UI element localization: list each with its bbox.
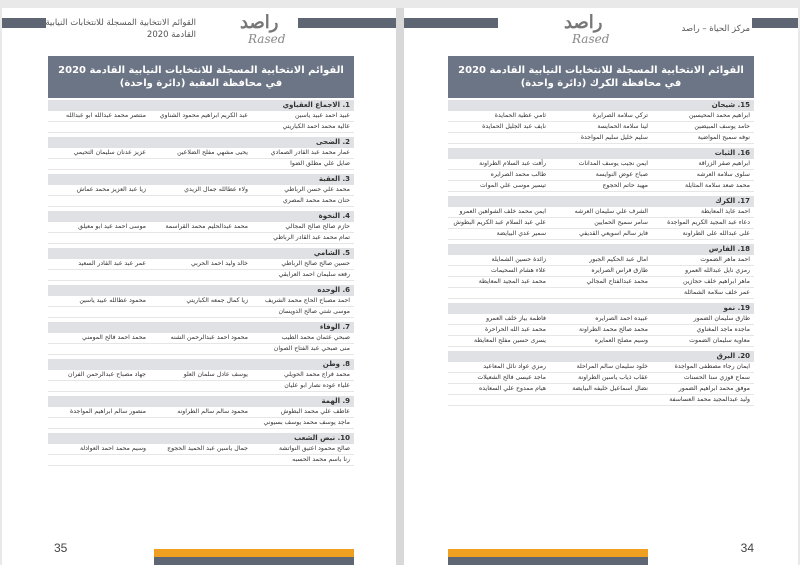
candidate-name: وسيم محمد احمد العوادلة xyxy=(79,445,146,452)
list-name: 2. الضحى xyxy=(48,137,354,148)
candidate-name: خالد وليد احمد الحربي xyxy=(191,260,248,267)
list-name: 7. الوفاء xyxy=(48,322,354,333)
header-title: القوائم الانتخابية المسجلة للانتخابات النيابية xyxy=(45,18,196,28)
electoral-list-section xyxy=(48,100,354,133)
rased-logo-ar: راصد xyxy=(240,12,279,33)
table-row xyxy=(48,407,354,418)
candidate-name: محمد صعد سلامة المثايلة xyxy=(684,182,750,189)
header-bar xyxy=(2,18,46,28)
candidate-name: رمزي نايل عبدالله العمرو xyxy=(685,267,750,274)
candidate-name xyxy=(448,395,550,405)
candidate-name xyxy=(150,270,252,280)
footer-accent-bar xyxy=(154,549,354,557)
candidate-name: صباح عوض النوايسة xyxy=(595,171,648,178)
candidate-name: محمد عبد الله الحراحرة xyxy=(484,326,546,333)
candidate-name: نوفه سميح المواضية xyxy=(697,134,750,141)
header-bar-left xyxy=(404,18,498,28)
candidate-name: عبيد احمد عبيد ياسين xyxy=(295,112,350,119)
table-row xyxy=(48,370,354,381)
table-row xyxy=(448,325,754,336)
candidate-name: حسين صالح صالح الرباطي xyxy=(281,260,350,267)
electoral-list-section xyxy=(448,148,754,192)
table-row xyxy=(448,314,754,325)
page-35 xyxy=(2,8,396,565)
candidate-name xyxy=(48,159,150,169)
candidate-name: حنان محمد محمد المصري xyxy=(282,197,350,204)
list-name: 20. البرق xyxy=(448,351,754,362)
candidate-name xyxy=(150,196,252,206)
candidate-name xyxy=(448,133,550,143)
table-row xyxy=(48,307,354,318)
list-name: 9. الهمة xyxy=(48,396,354,407)
table-row xyxy=(448,255,754,266)
candidate-name: فايز سالم اسويعي القديفي xyxy=(579,230,648,237)
candidate-name: محمود عطالله عبيد ياسين xyxy=(79,297,146,304)
electoral-list-section xyxy=(48,433,354,466)
candidate-name: عزيز عدنان سليمان التحيمي xyxy=(73,149,146,156)
candidate-name: لينا سلامة الحمايسة xyxy=(597,123,648,130)
candidate-name: عاطف علي محمد البطوش xyxy=(280,408,350,415)
candidate-name: زيا عبد العزيز محمد عماش xyxy=(76,186,146,193)
electoral-list-section xyxy=(48,248,354,281)
candidate-name: نضال اسماعيل خليفه البيايضة xyxy=(572,385,648,392)
table-row xyxy=(448,207,754,218)
table-row xyxy=(448,362,754,373)
electoral-list-section xyxy=(48,137,354,170)
electoral-list-section xyxy=(448,196,754,240)
candidate-name: وسيم مصلح العمايره xyxy=(594,337,648,344)
book-gutter xyxy=(396,8,404,565)
footer-accent-bar xyxy=(448,549,648,557)
candidate-name: موسى احمد عيد ابو معيلق xyxy=(78,223,146,230)
table-row xyxy=(448,288,754,299)
candidate-name: محمد صالح محمد الطراونة xyxy=(578,326,648,333)
candidate-name: زائدة حسين الشمايلة xyxy=(491,256,546,263)
candidate-name: رنا باسم محمد الحسبه xyxy=(292,456,350,463)
candidate-name: علاء هشام السحيمات xyxy=(491,267,546,274)
candidate-name: تيسير موسى علي الموات xyxy=(480,182,546,189)
table-row xyxy=(448,266,754,277)
page-number: 35 xyxy=(54,541,68,555)
list-name: 3. العقبة xyxy=(48,174,354,185)
table-row xyxy=(48,455,354,466)
header-breadcrumb: مركز الحياة – راصد xyxy=(681,24,750,34)
electoral-list-section xyxy=(48,396,354,429)
page-34 xyxy=(404,8,798,565)
table-row xyxy=(448,373,754,384)
candidate-name xyxy=(150,307,252,317)
page-number: 34 xyxy=(740,541,754,555)
candidate-name xyxy=(550,395,652,405)
candidate-name: محمود احمد عبدالرحمن الشنه xyxy=(170,334,248,341)
candidate-name xyxy=(150,122,252,132)
table-row xyxy=(448,229,754,240)
list-name: 17. الكرك xyxy=(448,196,754,207)
list-name: 19. نمو xyxy=(448,303,754,314)
list-name: 5. الشامي xyxy=(48,248,354,259)
electoral-list-section xyxy=(448,303,754,347)
footer-bar xyxy=(448,557,648,565)
candidate-name: ماجده ماجد المغناوي xyxy=(696,326,750,333)
electoral-list-section xyxy=(448,351,754,406)
table-row xyxy=(448,384,754,395)
candidate-name: حامد يوسف المبيضين xyxy=(694,123,750,130)
table-row xyxy=(48,344,354,355)
candidate-name: عمار محمد عبد القادر الصمادي xyxy=(270,149,350,156)
footer-bar xyxy=(154,557,354,565)
list-name: 1. الاجماع العقباوي xyxy=(48,100,354,111)
candidate-name: نايف عبد الجليل الحمايدة xyxy=(482,123,546,130)
list-name: 4. النخوة xyxy=(48,211,354,222)
table-row xyxy=(448,181,754,192)
candidate-name: طارق فراس الصرايره xyxy=(591,267,648,274)
table-row xyxy=(48,444,354,455)
candidate-name: احمد مصباح الحاج محمد الشريف xyxy=(265,297,350,304)
candidate-name xyxy=(150,159,252,169)
candidate-name: فاطمة بياز خلف العمرو xyxy=(486,315,546,322)
table-row xyxy=(48,122,354,133)
candidate-name xyxy=(48,270,150,280)
candidate-name xyxy=(150,344,252,354)
candidate-name: عبيده احمد الصرايره xyxy=(595,315,648,322)
table-row xyxy=(448,170,754,181)
electoral-list-section xyxy=(48,174,354,207)
header-bar xyxy=(752,18,798,28)
candidate-lists xyxy=(448,100,754,410)
page-title: القوائم الانتخابية المسجلة للانتخابات النيابية القادمة 2020 xyxy=(58,65,344,76)
rased-logo-en: Rased xyxy=(572,32,610,46)
candidate-name: محمد علي حسن الرباطي xyxy=(284,186,350,193)
page-subtitle: في محافظة الكرك (دائرة واحدة) xyxy=(520,78,682,89)
candidate-name: احمد عايد المعايطة xyxy=(700,208,750,215)
table-row xyxy=(48,418,354,429)
table-row xyxy=(48,159,354,170)
candidate-name xyxy=(550,288,652,298)
candidate-name: جمال ياسين عبد الحميد الحجوج xyxy=(167,445,248,452)
candidate-name: ابراهيم صقر الزراقة xyxy=(698,160,750,167)
candidate-name: حازم صالح صالح المجالي xyxy=(285,223,350,230)
candidate-name: رأفت عبد السلام الطراونة xyxy=(479,160,546,167)
table-row xyxy=(48,111,354,122)
candidate-name: منى صبحي عبد الفتاح الصوان xyxy=(273,345,350,352)
table-row xyxy=(448,336,754,347)
candidate-name xyxy=(48,122,150,132)
candidate-name: يحيى مشهي مفلح الضلاعين xyxy=(177,149,248,156)
candidate-name: موسى شتي صالح الدويسان xyxy=(278,308,350,315)
candidate-name: صالح محمود اعتيق النواتشة xyxy=(278,445,350,452)
candidate-name: عمر خلف سلامة الشمائلة xyxy=(683,289,750,296)
candidate-name: ابراهيم محمد المحيسين xyxy=(688,112,750,119)
table-row xyxy=(48,233,354,244)
candidate-name: تركي سلامة الصرايرة xyxy=(592,112,648,119)
candidate-name: سليم خليل سليم المواجدة xyxy=(580,134,648,141)
candidate-name: ايمن نجيب يوسف المدانات xyxy=(578,160,648,167)
table-row xyxy=(48,196,354,207)
candidate-name xyxy=(448,288,550,298)
candidate-name: هيام ممدوح علي السعايده xyxy=(479,385,546,392)
list-name: 15. شيحان xyxy=(448,100,754,111)
candidate-name: ايمن محمد خلف الشواهين العمرو xyxy=(459,208,546,215)
candidate-name: احمد ماهر الضموت xyxy=(700,256,750,263)
table-row xyxy=(448,133,754,144)
electoral-list-section xyxy=(48,285,354,318)
candidate-name xyxy=(48,233,150,243)
table-row xyxy=(448,122,754,133)
candidate-name: ماجد يوسف محمد يوسف بسيوني xyxy=(263,419,350,426)
candidate-name: محمد فراج محمد الحويلي xyxy=(284,371,350,378)
candidate-name: محمد عبدالفتاح المجالي xyxy=(586,278,648,285)
candidate-name: جهاد مصباح عبدالرحمن الفران xyxy=(68,371,146,378)
candidate-name: زيا كمال جمعه الكباريتي xyxy=(186,297,248,304)
electoral-list-section xyxy=(448,100,754,144)
candidate-name xyxy=(48,307,150,317)
candidate-name: ماجد عيسى فالح الشعيلات xyxy=(477,374,546,381)
table-row xyxy=(48,185,354,196)
candidate-name: يسرى حسين مفلح المعايطة xyxy=(474,337,546,344)
table-row xyxy=(448,277,754,288)
table-row xyxy=(448,218,754,229)
table-row xyxy=(448,159,754,170)
candidate-name: عبد الكريم ابراهيم محمود الشناوي xyxy=(159,112,248,119)
candidate-name: محمود سالم سالم الطراونه xyxy=(177,408,248,415)
table-row xyxy=(48,381,354,392)
candidate-name: دعاء عبد المجيد الكريم المواجدة xyxy=(667,219,750,226)
rased-logo-en: Rased xyxy=(248,32,286,46)
rased-logo-ar: راصد xyxy=(564,12,603,33)
table-row xyxy=(48,333,354,344)
candidate-name: معاوية سليمان الضموت xyxy=(689,337,750,344)
candidate-name: الشرف علي سليمان العرشه xyxy=(574,208,648,215)
list-name: 8. وطن xyxy=(48,359,354,370)
page-title: القوائم الانتخابية المسجلة للانتخابات النيابية القادمة 2020 xyxy=(458,65,744,76)
list-name: 16. الثبات xyxy=(448,148,754,159)
electoral-list-section xyxy=(48,359,354,392)
candidate-name xyxy=(150,233,252,243)
candidate-name: ايمان رجاء مصطفى المواجدة xyxy=(674,363,750,370)
list-name: 10. نبض الشعب xyxy=(48,433,354,444)
candidate-name: سماح فوزي سنا الحسنات xyxy=(683,374,750,381)
table-row xyxy=(48,222,354,233)
candidate-name: طالب محمد الصرايره xyxy=(490,171,546,178)
electoral-list-section xyxy=(48,322,354,355)
table-row xyxy=(448,111,754,122)
candidate-name: محمد عبدالحليم محمد القراسمة xyxy=(165,223,248,230)
list-name: 6. الوحده xyxy=(48,285,354,296)
candidate-name: محمد احمد فالح المومني xyxy=(82,334,146,341)
candidate-name: عمر عبد عبد القادر السعيد xyxy=(78,260,146,267)
candidate-name xyxy=(150,381,252,391)
page-subtitle: في محافظة العقبة (دائرة واحدة) xyxy=(119,78,283,89)
candidate-name xyxy=(48,196,150,206)
candidate-name: علي عبد السلام عبد الكريم البطوش xyxy=(453,219,546,226)
candidate-name xyxy=(48,418,150,428)
table-row xyxy=(48,148,354,159)
candidate-name: سامر سميح الحمايين xyxy=(594,219,648,226)
candidate-name: منصور سالم ابراهيم المواجدة xyxy=(70,408,146,415)
candidate-name: ثامي عطية الحمايدة xyxy=(494,112,546,119)
candidate-name xyxy=(150,455,252,465)
candidate-name: وليد عبدالمجيد محمد العساسفة xyxy=(669,396,750,403)
header-subtitle: القادمة 2020 xyxy=(146,30,196,40)
candidate-name: عقاب ذياب ياسين الطراونة xyxy=(578,374,648,381)
electoral-list-section xyxy=(48,211,354,244)
candidate-name: امال عبد الحكيم الجبور xyxy=(589,256,648,263)
candidate-name: صبحي عثمان محمد الطيب xyxy=(281,334,350,341)
candidate-name xyxy=(48,381,150,391)
candidate-name: سلوى سلامة العرشه xyxy=(696,171,750,178)
candidate-name: موفق محمد ابراهيم الضمور xyxy=(678,385,750,392)
candidate-name: على عبدالله على الطراونة xyxy=(682,230,750,237)
candidate-name: محمد عبد المجيد المعايطة xyxy=(478,278,546,285)
table-row xyxy=(48,270,354,281)
candidate-name xyxy=(48,455,150,465)
candidate-name: مهيد حاتم الحجوج xyxy=(602,182,648,189)
candidate-name: رفعه سليمان احمد العرايقي xyxy=(278,271,350,278)
candidate-name: ولاء عطالله جمال الزيدي xyxy=(184,186,248,193)
candidate-name: تمام محمد عبد القادر الرباطي xyxy=(273,234,350,241)
candidate-name: خلود سليمان سالم المراحلة xyxy=(576,363,648,370)
section-title-box xyxy=(448,56,754,98)
table-row xyxy=(48,259,354,270)
candidate-lists xyxy=(48,100,354,470)
candidate-name: ماهر ابراهيم خلف حجازين xyxy=(682,278,750,285)
list-name: 18. الفارس xyxy=(448,244,754,255)
header-bar-right xyxy=(298,18,396,28)
candidate-name: يوسف عادل سلمان العلو xyxy=(183,371,248,378)
candidate-name: علياء عوده نصار ابو عليان xyxy=(284,382,350,389)
candidate-name: منتصر محمد عبدالله ابو عبدالله xyxy=(65,112,146,119)
candidate-name: عالية محمد احمد الكباريتي xyxy=(282,123,350,130)
table-row xyxy=(448,395,754,406)
table-row xyxy=(48,296,354,307)
candidate-name: طارق سليمان الضمور xyxy=(693,315,750,322)
candidate-name: رمزي عواد نائل المعاعيد xyxy=(483,363,546,370)
section-title-box xyxy=(48,56,354,98)
candidate-name xyxy=(48,344,150,354)
candidate-name: سمير عدي البيايضة xyxy=(496,230,546,237)
candidate-name xyxy=(150,418,252,428)
candidate-name: صايل علي مطلق الضوا xyxy=(290,160,350,167)
electoral-list-section xyxy=(448,244,754,299)
